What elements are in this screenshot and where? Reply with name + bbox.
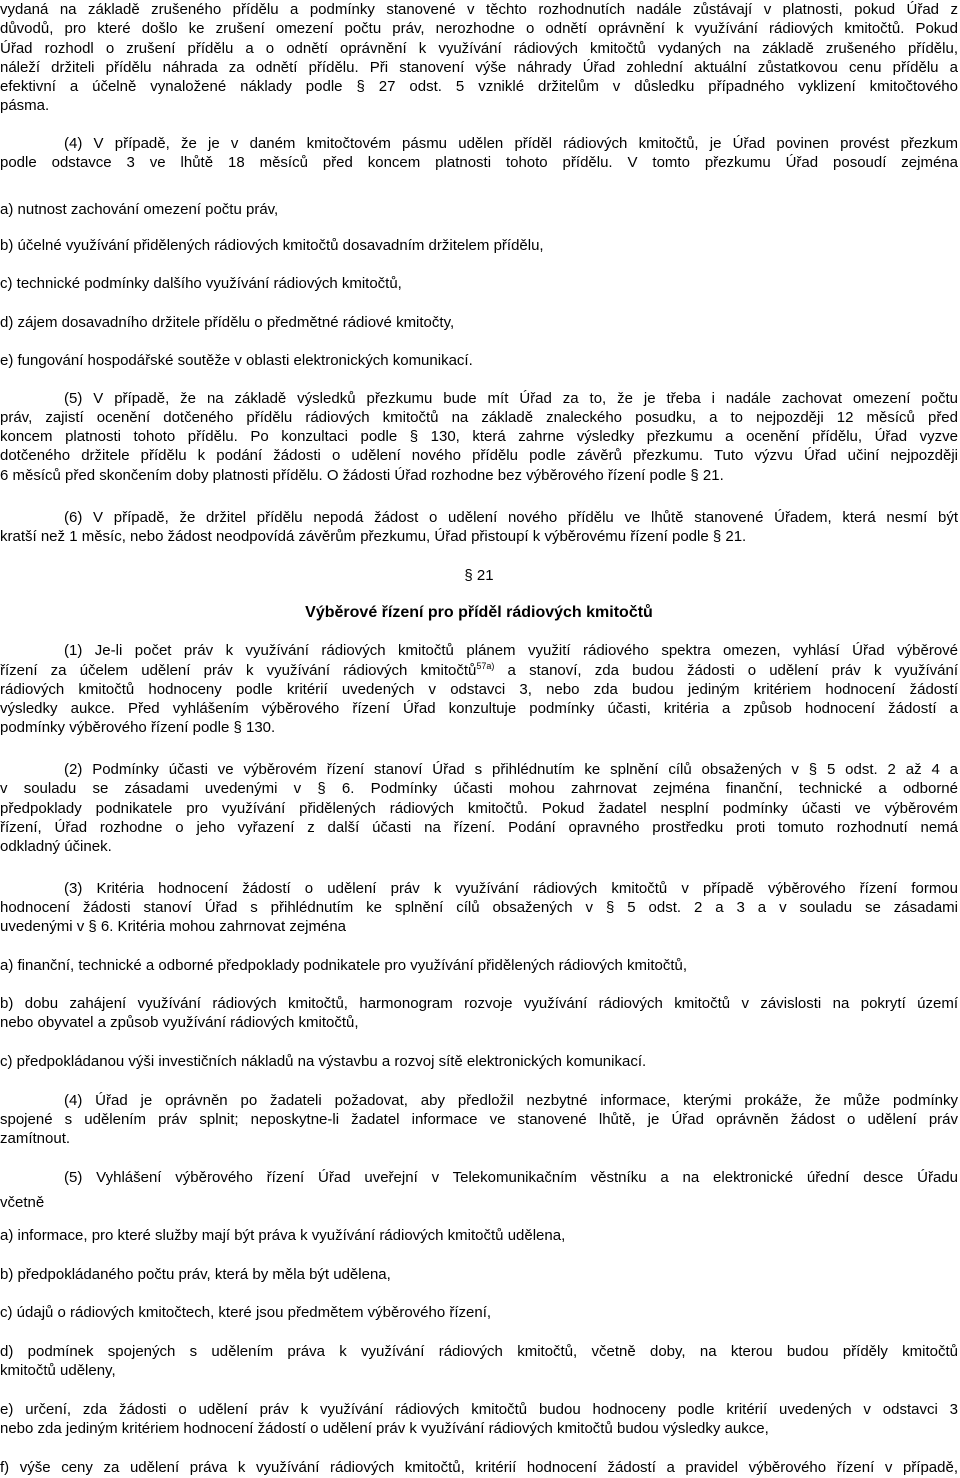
- text-line: [0, 58, 958, 77]
- text-run: pásma.: [0, 97, 50, 114]
- text-run: podle odstavce 3 ve lhůtě 18 měsíců před koncem platnosti tohoto přídělu. V tomto přezkumu Úřad posoudí zejména: [0, 154, 958, 171]
- text-run: výsledky aukce. Před vyhlášením výběrového řízení Úřad konzultuje podmínky účasti, kritéria a způsob hodnocení žádostí a: [0, 700, 958, 717]
- text-line: [0, 994, 958, 1013]
- text-line: [0, 1400, 958, 1419]
- text-run: rádiových kmitočtů hodnoceny podle kritérií uvedených v odstavci 3, nebo zda budou jediným kritériem hodnocení žádostí: [0, 681, 958, 698]
- text-line: [0, 427, 958, 446]
- text-run: b) účelné využívání přidělených rádiových kmitočtů dosavadním držitelem přídělu,: [0, 237, 544, 254]
- text-run: důvodů, pro které došlo ke zrušení omezení počtu práv, nerozhodne o odnětí oprávnění k využívání rádiových kmitočtů. Pokud: [0, 20, 958, 37]
- text-run: a) nutnost zachování omezení počtu práv,: [0, 201, 279, 218]
- text-run: řízení, Úřad rozhodne o jeho vyřazení z další účasti na řízení. Podání opravného prostředku proti tomuto rozhodnutí nemá: [0, 819, 958, 836]
- text-run: e) fungování hospodářské soutěže v oblasti elektronických komunikací.: [0, 352, 473, 369]
- text-run: uvedenými v § 6. Kritéria mohou zahrnovat zejména: [0, 918, 347, 935]
- text-run: d) zájem dosavadního držitele přídělu o předmětné rádiové kmitočty,: [0, 314, 455, 331]
- text-run: § 21: [464, 567, 494, 584]
- text-line: [0, 0, 958, 19]
- text-run: podmínky výběrového řízení podle § 130.: [0, 719, 276, 736]
- text-line: [0, 200, 958, 219]
- text-line: [0, 1110, 958, 1129]
- text-run: v souladu se zásadami uvedenými v § 6. Podmínky účasti mohou zahrnovat zejména finanční, technické a odborné: [0, 780, 958, 797]
- text-line: [0, 718, 958, 737]
- text-run: nebo zda jediným kritériem hodnocení žádostí o udělení práv k využívání rádiových kmitočtů budou výsledky aukce,: [0, 1420, 769, 1437]
- text-line: [0, 313, 958, 332]
- text-run: e) určení, zda žádosti o udělení práv k využívání rádiových kmitočtů budou hodnoceny podle kritérií uvedených v odstavci 3: [0, 1401, 958, 1418]
- text-run: (5) Vyhlášení výběrového řízení Úřad uveřejní v Telekomunikačním věstníku a na elektronické úřední desce Úřadu: [64, 1169, 958, 1186]
- text-line: [0, 837, 958, 856]
- text-run: řízení za účelem udělení práv k využívání rádiových kmitočtů: [0, 662, 477, 679]
- text-run: f) výše ceny za udělení práva k využívání rádiových kmitočtů, kritérií hodnocení žádostí a pravidel výběrového řízení v případě,: [0, 1459, 958, 1476]
- text-run: c) předpokládanou výši investičních nákladů na výstavbu a rozvoj sítě elektronických komunikací.: [0, 1053, 647, 1070]
- text-line: [0, 1342, 958, 1361]
- text-line: [0, 661, 958, 680]
- text-line: [0, 760, 958, 779]
- footnote-ref: 57a): [476, 661, 495, 671]
- text-run: kratší než 1 měsíc, nebo žádost neodpovídá závěrům přezkumu, Úřad přistoupí k výběrovému řízení podle § 21.: [0, 528, 747, 545]
- text-run: efektivní a účelně vynaložené náklady podle § 27 odst. 5 vzniklé držitelům v důsledku případného vyklizení kmitočtového: [0, 78, 958, 95]
- text-line: [0, 1091, 958, 1110]
- text-run: d) podmínek spojených s udělením práva k využívání rádiových kmitočtů, včetně doby, na kterou budou příděly kmitočtů: [0, 1343, 958, 1360]
- text-run: (3) Kritéria hodnocení žádostí o udělení práv k využívání rádiových kmitočtů v případě výběrového řízení formou: [64, 880, 958, 897]
- text-line: [0, 1168, 958, 1187]
- text-run: (2) Podmínky účasti ve výběrovém řízení stanoví Úřad s přihlédnutím ke splnění cílů obsažených v § 5 odst. 2 až 4 a: [64, 761, 958, 778]
- text-line: [0, 527, 958, 546]
- text-run: náleží držiteli přídělu náhrada za odnětí přídělu. Při stanovení výše náhrady Úřad zohlední aktuální zůstatkovou cenu přídělu a: [0, 59, 958, 76]
- text-run: b) dobu zahájení využívání rádiových kmitočtů, harmonogram rozvoje využívání rádiových kmitočtů v závislosti na pokrytí území: [0, 995, 958, 1012]
- text-run: a) informace, pro které služby mají být práva k využívání rádiových kmitočtů udělena,: [0, 1227, 566, 1244]
- text-run: vydaná na základě zrušeného přídělu a podmínky stanovené v těchto rozhodnutích nadále zůstávají v platnosti, pokud Úřad z: [0, 1, 958, 18]
- text-line: [0, 680, 958, 699]
- text-line: [0, 236, 958, 255]
- text-run: předpoklady podnikatele pro využívání přidělených rádiových kmitočtů. Pokud žadatel nesplní podmínky účasti ve výběrovém: [0, 800, 958, 817]
- text-line: [0, 603, 958, 622]
- text-line: [0, 408, 958, 427]
- text-run: práv, zajistí ocenění dotčeného přídělu rádiových kmitočtů na základě znaleckého posudku, a to nejpozději 12 měsíců před: [0, 409, 958, 426]
- text-line: [0, 446, 958, 465]
- text-run: (4) V případě, že je v daném kmitočtovém pásmu udělen příděl rádiových kmitočtů, je Úřad povinen provést přezkum: [64, 135, 958, 152]
- text-line: [0, 19, 958, 38]
- text-line: [0, 153, 958, 172]
- text-run: b) předpokládaného počtu práv, která by měla být udělena,: [0, 1266, 391, 1283]
- text-line: [0, 466, 958, 485]
- text-run: hodnocení žádosti stanoví Úřad s přihlédnutím ke splnění cílů obsažených v § 5 odst. 2 a 3 a v souladu se zásadami: [0, 899, 958, 916]
- text-line: [0, 389, 958, 408]
- text-line: [0, 1419, 958, 1438]
- text-run: 6 měsíců před skončením doby platnosti přídělu. O žádosti Úřad rozhodne bez výběrového řízení podle § 21.: [0, 467, 724, 484]
- text-run: kmitočtů uděleny,: [0, 1362, 116, 1379]
- text-line: [0, 699, 958, 718]
- text-run: (4) Úřad je oprávněn po žadateli požadovat, aby předložil nezbytné informace, kterými prokáže, že může podmínky: [64, 1092, 958, 1109]
- text-run: a) finanční, technické a odborné předpoklady podnikatele pro využívání přidělených rádiových kmitočtů,: [0, 957, 688, 974]
- text-line: [0, 39, 958, 58]
- text-line: [0, 1193, 958, 1212]
- text-line: [0, 1226, 958, 1245]
- text-line: [0, 508, 958, 527]
- text-run: zamítnout.: [0, 1130, 71, 1147]
- text-line: [0, 1265, 958, 1284]
- text-line: [0, 956, 958, 975]
- text-line: [0, 917, 958, 936]
- text-run: c) technické podmínky dalšího využívání rádiových kmitočtů,: [0, 275, 402, 292]
- text-line: [0, 274, 958, 293]
- text-run: c) údajů o rádiových kmitočtech, které jsou předmětem výběrového řízení,: [0, 1304, 492, 1321]
- text-run: spojené s udělením práv splnit; neposkytne-li žadatel informace ve stanovené lhůtě, je Úřad oprávněn žádost o udělení práv: [0, 1111, 958, 1128]
- text-line: [0, 1052, 958, 1071]
- text-line: [0, 566, 958, 585]
- text-run: (5) V případě, že na základě výsledků přezkumu bude mít Úřad za to, že je třeba i nadále zachovat omezení počtu: [64, 390, 958, 407]
- text-line: [0, 351, 958, 370]
- text-line: [0, 818, 958, 837]
- text-line: [0, 1129, 958, 1148]
- text-run: Výběrové řízení pro příděl rádiových kmitočtů: [305, 604, 653, 621]
- text-run: včetně: [0, 1194, 45, 1211]
- text-line: [0, 898, 958, 917]
- text-run: dotčeného držitele přídělu k podání žádosti o udělení nového přídělu podle závěrů přezkumu. Tuto výzvu Úřad učiní nejpozději: [0, 447, 958, 464]
- text-run: (1) Je-li počet práv k využívání rádiových kmitočtů plánem využití rádiového spektra omezen, vyhlásí Úřad výběrové: [64, 642, 958, 659]
- text-line: [0, 1013, 958, 1032]
- text-line: [0, 96, 958, 115]
- text-run: koncem platnosti tohoto přídělu. Po konzultaci podle § 130, která zahrne výsledky přezkumu a ocenění přídělu, Úřad vyzve: [0, 428, 958, 445]
- text-run: a stanoví, zda budou žádosti o udělení práv k využívání: [494, 662, 958, 679]
- text-line: [0, 1303, 958, 1322]
- text-run: nebo obyvatel a způsob využívání rádiových kmitočtů,: [0, 1014, 359, 1031]
- text-run: odkladný účinek.: [0, 838, 112, 855]
- text-line: [0, 134, 958, 153]
- text-line: [0, 1361, 958, 1380]
- text-line: [0, 779, 958, 798]
- text-line: [0, 879, 958, 898]
- text-line: [0, 77, 958, 96]
- text-run: (6) V případě, že držitel přídělu nepodá žádost o udělení nového přídělu ve lhůtě stanovené Úřadem, která nesmí být: [64, 509, 958, 526]
- text-line: [0, 799, 958, 818]
- text-line: [0, 641, 958, 660]
- text-run: Úřad rozhodl o zrušení přídělu a o odnětí oprávnění k využívání rádiových kmitočtů vydaných na základě zrušeného přídělu,: [0, 40, 958, 57]
- text-line: [0, 1458, 958, 1477]
